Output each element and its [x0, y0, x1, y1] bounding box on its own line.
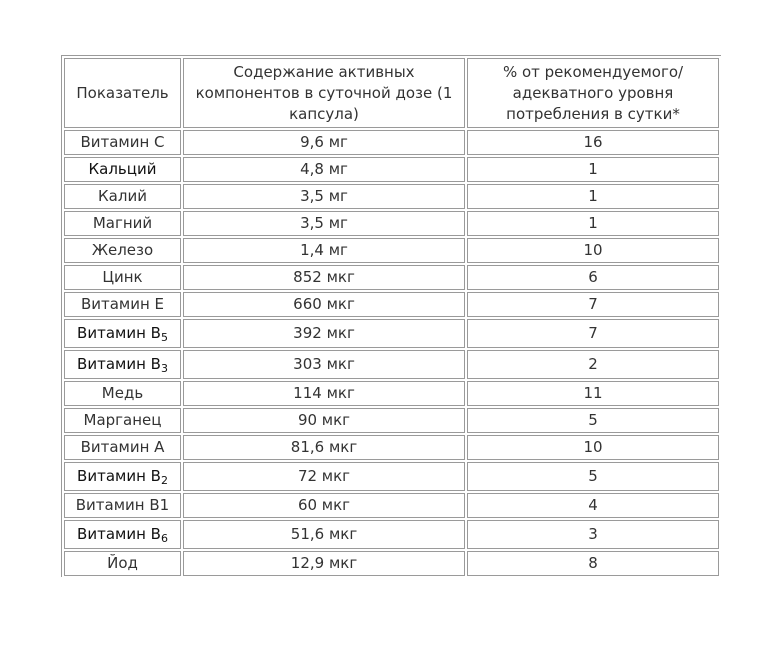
row-percent: 4 — [467, 493, 719, 518]
row-amount: 1,4 мг — [183, 238, 465, 263]
row-percent: 5 — [467, 462, 719, 491]
row-amount: 81,6 мкг — [183, 435, 465, 460]
row-name: Витамин В1 — [64, 493, 181, 518]
row-name: Витамин $В_2$ — [64, 462, 181, 491]
row-amount: 9,6 мг — [183, 130, 465, 155]
table-row — [64, 184, 719, 209]
row-percent: 1 — [467, 211, 719, 236]
table-body — [64, 130, 719, 577]
row-name: Цинк — [64, 265, 181, 290]
row-amount: 114 мкг — [183, 381, 465, 406]
row-percent: 16 — [467, 130, 719, 155]
table-row — [64, 319, 719, 348]
row-name: Магний — [64, 211, 181, 236]
row-percent: 1 — [467, 157, 719, 182]
table-row — [64, 408, 719, 433]
row-percent: 8 — [467, 551, 719, 576]
row-name: Кальций — [64, 157, 181, 182]
table-row — [64, 238, 719, 263]
row-name: Витамин А — [64, 435, 181, 460]
row-name: Витамин С — [64, 130, 181, 155]
table-row — [64, 435, 719, 460]
table-header-row — [64, 58, 719, 128]
row-name: Витамин Е — [64, 292, 181, 317]
row-percent: 11 — [467, 381, 719, 406]
table-row — [64, 265, 719, 290]
table-row — [64, 157, 719, 182]
row-percent: 6 — [467, 265, 719, 290]
row-amount: 660 мкг — [183, 292, 465, 317]
row-percent: 5 — [467, 408, 719, 433]
row-amount: 3,5 мг — [183, 184, 465, 209]
table-row — [64, 350, 719, 379]
row-name: Витамин $В_6$ — [64, 520, 181, 549]
row-amount: 51,6 мкг — [183, 520, 465, 549]
row-name: Витамин $В_3$ — [64, 350, 181, 379]
table-row — [64, 292, 719, 317]
nutrient-table — [61, 55, 721, 577]
header-percent: % от рекомендуемого/ адекватного уровня потребления в сутки* — [467, 58, 719, 128]
row-amount: 852 мкг — [183, 265, 465, 290]
row-percent: 1 — [467, 184, 719, 209]
row-amount: 60 мкг — [183, 493, 465, 518]
table-row — [64, 130, 719, 155]
row-name: Медь — [64, 381, 181, 406]
header-indicator: Показатель — [64, 58, 181, 128]
header-content: Содержание активных компонентов в суточной дозе (1 капсула) — [183, 58, 465, 128]
row-amount: 12,9 мкг — [183, 551, 465, 576]
row-percent: 10 — [467, 238, 719, 263]
row-name: Витамин $В_5$ — [64, 319, 181, 348]
row-name: Железо — [64, 238, 181, 263]
row-amount: 392 мкг — [183, 319, 465, 348]
row-amount: 3,5 мг — [183, 211, 465, 236]
row-name: Калий — [64, 184, 181, 209]
row-amount: 4,8 мг — [183, 157, 465, 182]
row-percent: 2 — [467, 350, 719, 379]
row-name: Йод — [64, 551, 181, 576]
table-row — [64, 520, 719, 549]
row-percent: 10 — [467, 435, 719, 460]
row-name: Марганец — [64, 408, 181, 433]
row-amount: 72 мкг — [183, 462, 465, 491]
table-row — [64, 211, 719, 236]
table-row — [64, 381, 719, 406]
table-row — [64, 551, 719, 576]
row-percent: 7 — [467, 292, 719, 317]
nutrient-table-container — [61, 55, 721, 577]
row-amount: 303 мкг — [183, 350, 465, 379]
table-row — [64, 493, 719, 518]
row-percent: 3 — [467, 520, 719, 549]
row-percent: 7 — [467, 319, 719, 348]
row-amount: 90 мкг — [183, 408, 465, 433]
table-row — [64, 462, 719, 491]
